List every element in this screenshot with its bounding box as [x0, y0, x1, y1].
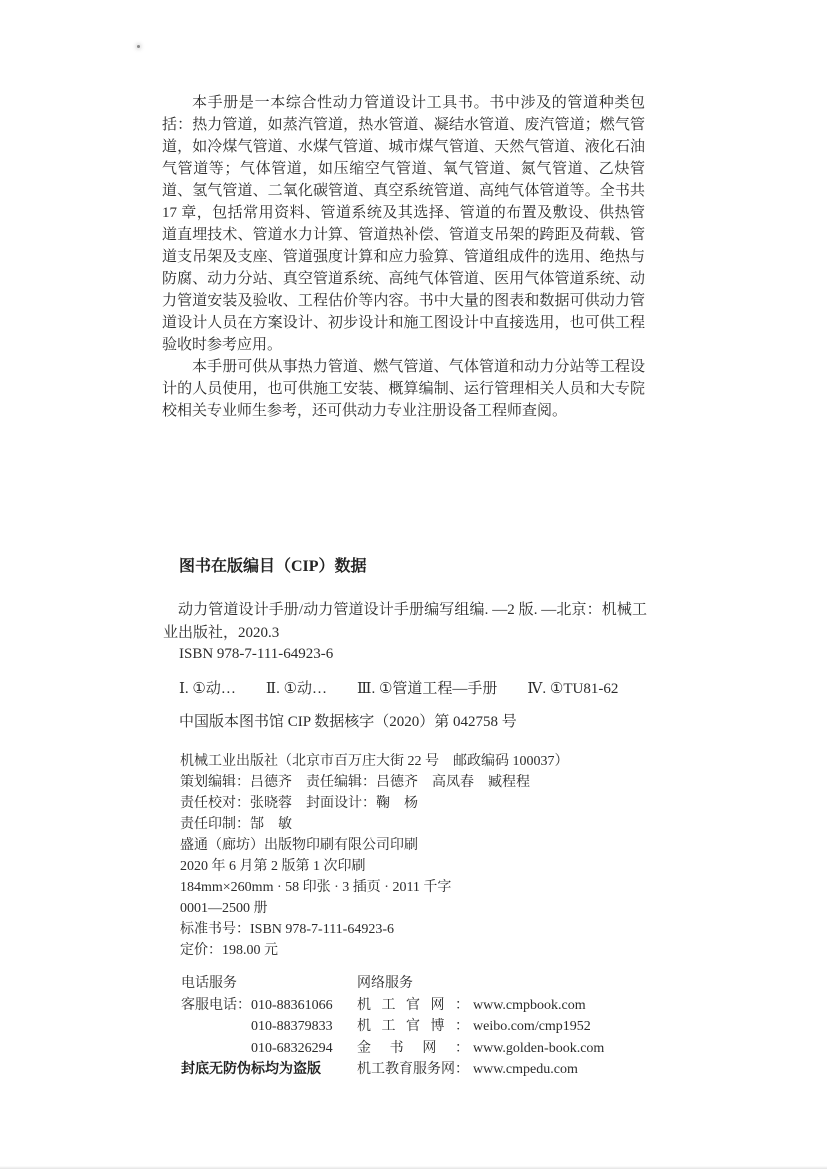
cip-classification: Ⅰ. ①动… Ⅱ. ①动… Ⅲ. ①管道工程—手册 Ⅳ. ①TU81-62 — [179, 681, 619, 697]
network-item-label: 机工官网： — [357, 997, 469, 1013]
cip-catalog-entry: 动力管道设计手册/动力管道设计手册编写组编. —2 版. —北京：机械工业出版社，2020.3 — [163, 602, 647, 641]
editors-line: 策划编辑：吕德齐 责任编辑：吕德齐 高凤春 臧程程 — [180, 775, 530, 790]
format-sheets-line: 184mm×260mm · 58 印张 · 3 插页 · 2011 千字 — [180, 880, 452, 895]
customer-phone-line — [181, 995, 356, 1017]
phone-number-2: 010-88379833 — [251, 1019, 333, 1034]
network-item-url: weibo.com/cmp1952 — [473, 1019, 591, 1034]
cip-isbn: ISBN 978-7-111-64923-6 — [179, 646, 334, 662]
network-item-label: 机工教育服务网： — [357, 1062, 469, 1077]
phone-service-heading: 电话服务 — [181, 976, 237, 991]
standard-book-number-line: 标准书号：ISBN 978-7-111-64923-6 — [180, 922, 395, 937]
network-item-weibo — [357, 1016, 687, 1038]
publisher-address-line: 机械工业出版社（北京市百万庄大街 22 号 邮政编码 100037） — [180, 754, 569, 769]
proofreader-cover-design-line: 责任校对：张晓蓉 封面设计：鞠 杨 — [180, 796, 418, 811]
print-run-line: 0001—2500 册 — [180, 901, 268, 916]
printer-line: 盛通（廊坊）出版物印刷有限公司印刷 — [180, 838, 418, 853]
price-line: 定价：198.00 元 — [180, 943, 278, 958]
network-item-cmpedu — [357, 1059, 687, 1081]
network-item-url: www.cmpbook.com — [473, 997, 586, 1013]
book-abstract — [162, 92, 645, 422]
abstract-paragraph-2: 本手册可供从事热力管道、燃气管道、气体管道和动力分站等工程设计的人员使用，也可供施工安装、概算编制、运行管理相关人员和大专院校相关专业师生参考，还可供动力专业注册设备工程师查阅。 — [162, 359, 645, 419]
colophon — [180, 751, 660, 961]
scan-artifact-dot — [137, 45, 140, 48]
network-item-url: www.cmpedu.com — [473, 1062, 578, 1077]
network-service-column — [357, 973, 687, 1081]
anti-piracy-warning: 封底无防伪标均为盗版 — [181, 1062, 321, 1077]
network-item-goldenbook — [357, 1038, 687, 1060]
network-item-url: www.golden-book.com — [473, 1040, 605, 1056]
print-supervisor-line: 责任印制：郜 敏 — [180, 817, 292, 832]
customer-phone-label: 客服电话： — [181, 997, 251, 1013]
phone-service-column — [181, 973, 356, 1081]
network-item-cmpbook — [357, 995, 687, 1017]
cip-heading: 图书在版编目（CIP）数据 — [179, 558, 367, 575]
network-service-heading: 网络服务 — [357, 976, 413, 991]
network-item-label: 机工官博： — [357, 1019, 469, 1034]
phone-number-1: 010-88361066 — [251, 997, 333, 1013]
cip-record-number: 中国版本图书馆 CIP 数据核字（2020）第 042758 号 — [179, 714, 517, 730]
network-item-label: 金书网： — [357, 1040, 469, 1056]
edition-printing-line: 2020 年 6 月第 2 版第 1 次印刷 — [180, 859, 366, 874]
phone-number-3: 010-68326294 — [251, 1040, 333, 1056]
abstract-paragraph-1: 本手册是一本综合性动力管道设计工具书。书中涉及的管道种类包括：热力管道，如蒸汽管道，热水管道、凝结水管道、废汽管道；燃气管道，如冷煤气管道、水煤气管道、城市煤气管道、天然气管道、液化石油气管道等；气体管道，如压缩空气管道、氧气管道、氮气管道、乙炔管道、氢气管道、二氧化碳管道、真空系统管道、高纯气体管道等。全书共 17 章，包括常用资料、管道系统及其选择、管道的布置及敷设、供热管道直埋技术、管道水力计算、管道热补偿、管道支吊架的跨距及荷载、管道支吊架及支座、管道强度计算和应力验算、管道组成件的选用、绝热与防腐、动力分站、真空管道系统、高纯气体管道、医用气体管道系统、动力管道安装及验收、工程估价等内容。书中大量的图表和数据可供动力管道设计人员在方案设计、初步设计和施工图设计中直接选用，也可供工程验收时参考应用。 — [162, 95, 645, 353]
